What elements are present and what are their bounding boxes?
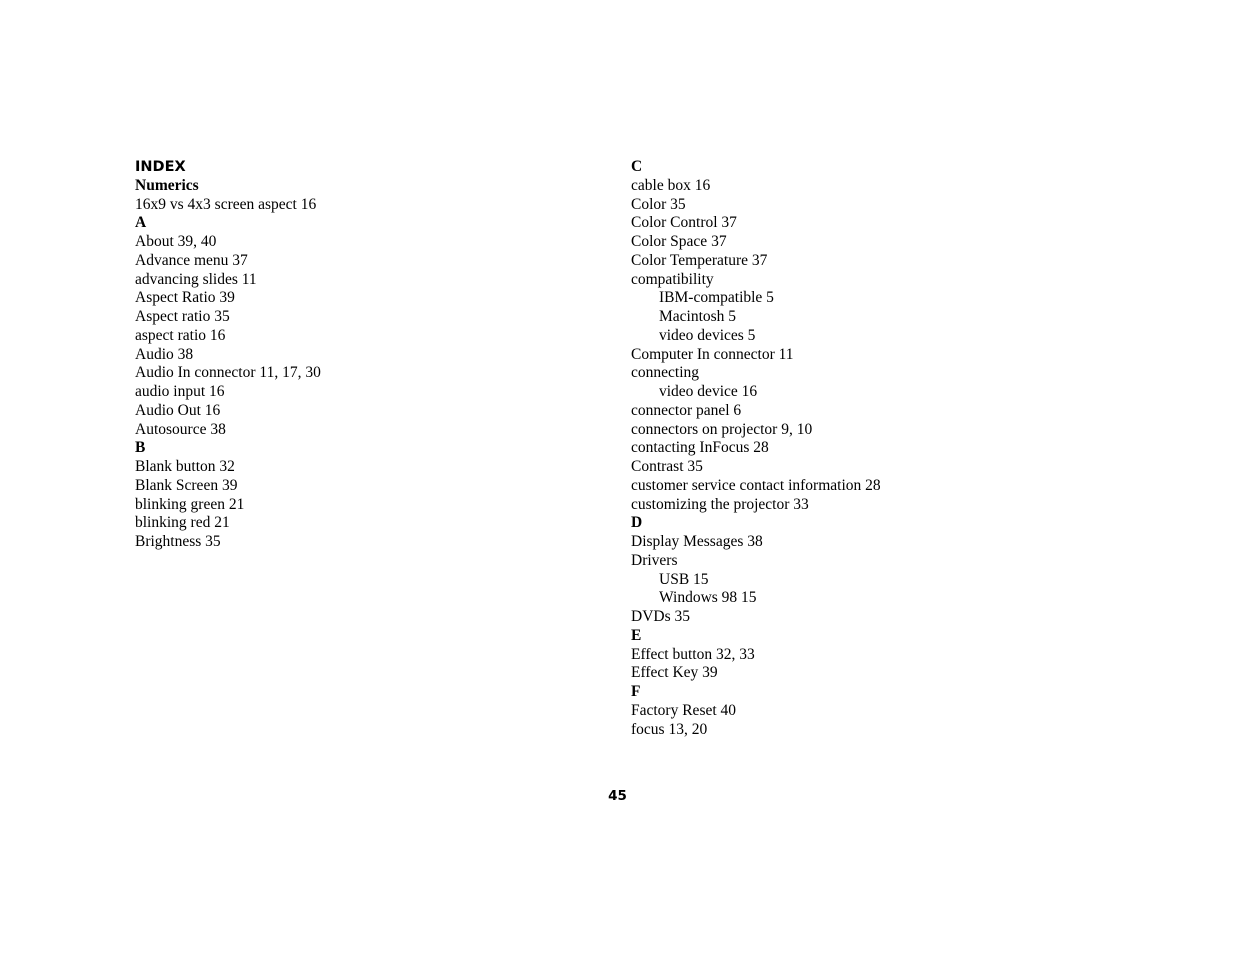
index-entry: 16x9 vs 4x3 screen aspect 16 — [135, 195, 317, 213]
index-section-heading: Numerics — [135, 176, 199, 194]
index-right-column — [631, 158, 881, 739]
index-entry: Autosource 38 — [135, 420, 226, 438]
index-entry: audio input 16 — [135, 383, 225, 400]
index-entry: blinking red 21 — [135, 514, 230, 532]
index-entry: Audio In connector 11, 17, 30 — [135, 364, 321, 382]
index-entry: Effect Key 39 — [631, 664, 718, 682]
index-entry: Blank button 32 — [135, 458, 235, 475]
index-entry: customizing the projector 33 — [631, 495, 809, 513]
index-section-heading: F — [631, 683, 641, 700]
index-entry: Drivers — [631, 551, 678, 569]
index-entry: Brightness 35 — [135, 533, 221, 550]
index-section-heading: B — [135, 439, 146, 457]
index-section-heading: D — [631, 514, 643, 532]
index-subentry: Macintosh 5 — [659, 308, 737, 325]
index-title: INDEX — [135, 159, 186, 175]
index-entry: Aspect ratio 35 — [135, 308, 230, 325]
index-subentry: Windows 98 15 — [659, 589, 757, 607]
index-entry: Contrast 35 — [631, 458, 703, 475]
index-entry: Aspect Ratio 39 — [135, 289, 235, 307]
index-entry: contacting InFocus 28 — [631, 439, 769, 457]
index-entry: Effect button 32, 33 — [631, 645, 755, 663]
index-entry: Blank Screen 39 — [135, 476, 238, 494]
index-subentry: video devices 5 — [659, 326, 756, 344]
index-entry: Audio 38 — [135, 345, 194, 363]
index-entry: Display Messages 38 — [631, 533, 763, 550]
index-entry: Color Space 37 — [631, 233, 727, 250]
index-subentry: IBM-compatible 5 — [659, 289, 774, 307]
index-entry: aspect ratio 16 — [135, 326, 226, 344]
index-entry: customer service contact information 28 — [631, 476, 881, 494]
page-number: 45 — [608, 788, 627, 804]
index-entry: focus 13, 20 — [631, 720, 708, 738]
index-left-column — [135, 158, 321, 552]
index-entry: blinking green 21 — [135, 495, 245, 513]
index-section-heading: A — [135, 214, 147, 232]
index-entry: Color Control 37 — [631, 214, 737, 232]
index-entry: connector panel 6 — [631, 401, 742, 419]
index-section-heading: C — [631, 158, 643, 175]
index-entry: Computer In connector 11 — [631, 345, 794, 363]
index-entry: Color Temperature 37 — [631, 251, 768, 269]
index-entry: connecting — [631, 364, 700, 382]
index-entry: advancing slides 11 — [135, 270, 257, 288]
index-section-heading: E — [631, 626, 642, 644]
index-subentry: USB 15 — [659, 570, 709, 588]
index-entry: Color 35 — [631, 195, 686, 213]
index-entry: Factory Reset 40 — [631, 701, 737, 719]
index-entry: Advance menu 37 — [135, 251, 248, 269]
index-entry: compatibility — [631, 270, 714, 288]
index-entry: Audio Out 16 — [135, 401, 221, 419]
index-entry: cable box 16 — [631, 176, 711, 194]
index-entry: connectors on projector 9, 10 — [631, 420, 813, 438]
index-entry: About 39, 40 — [135, 233, 217, 250]
index-subentry: video device 16 — [659, 383, 758, 400]
index-entry: DVDs 35 — [631, 608, 690, 625]
